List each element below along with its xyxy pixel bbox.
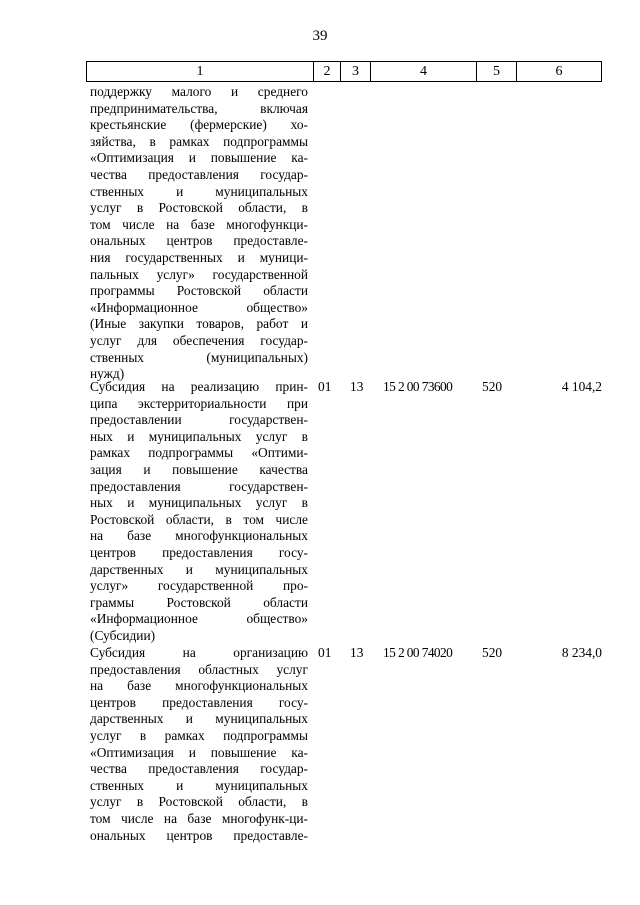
- desc-line: поддержку малого и среднего: [90, 84, 308, 99]
- desc-line: центров предоставления госу-: [90, 694, 308, 710]
- desc-line: нужд): [90, 366, 125, 382]
- desc-line: услуг в рамках подпрограммы: [90, 727, 308, 743]
- desc-line: ственных (муниципальных): [90, 349, 308, 365]
- desc-line: дарственных и муниципальных: [90, 561, 308, 577]
- cell-target-article: 15 2 00 73600: [383, 379, 453, 394]
- cell-target-article: 15 2 00 74020: [383, 645, 453, 660]
- desc-line: Ростовской области, в том числе: [90, 511, 308, 527]
- header-col-5: 5: [476, 62, 516, 81]
- desc-line: «Оптимизация и повышение ка-: [90, 744, 308, 760]
- desc-line: предоставления государствен-: [90, 478, 308, 494]
- desc-line: «Информационное общество»: [90, 611, 308, 627]
- cell-expense-type: 520: [482, 379, 503, 394]
- header-col-3: 3: [340, 62, 370, 81]
- header-col-2: 2: [313, 62, 340, 81]
- cell-section: 01: [318, 645, 332, 660]
- desc-line: на базе многофункциональных: [90, 528, 308, 544]
- desc-line: ных и муниципальных услуг в: [90, 428, 308, 444]
- desc-line: ственных и муниципальных: [90, 777, 308, 793]
- cell-amount: 4 104,2: [561, 379, 602, 394]
- row-description: [90, 645, 308, 844]
- desc-line: дарственных и муниципальных: [90, 711, 308, 727]
- desc-line: ональных центров предоставле-: [90, 233, 308, 249]
- desc-line: крестьянские (фермерские) хо-: [90, 117, 308, 133]
- desc-line: услуг для обеспечения государ-: [90, 332, 308, 348]
- desc-line: услуг в Ростовской области, в: [90, 200, 308, 216]
- desc-line: предоставления областных услуг: [90, 661, 308, 677]
- desc-line: «Оптимизация и повышение ка-: [90, 150, 308, 166]
- desc-line: предоставлении государствен-: [90, 412, 308, 428]
- desc-line: программы Ростовской области: [90, 283, 308, 299]
- desc-line: пальных услуг» государственной: [90, 266, 308, 282]
- desc-line: том числе на базе многофунк-ци-: [90, 810, 308, 826]
- desc-line: рамках подпрограммы «Оптими-: [90, 445, 308, 461]
- desc-line: (Иные закупки товаров, работ и: [90, 316, 308, 332]
- desc-line: чества предоставления государ-: [90, 166, 308, 182]
- cell-expense-type: 520: [482, 645, 503, 660]
- cell-amount: 8 234,0: [561, 645, 602, 660]
- desc-line: на базе многофункциональных: [90, 678, 308, 694]
- desc-line: ния государственных и муници-: [90, 249, 308, 265]
- desc-line: услуг» государственной про-: [90, 578, 308, 594]
- desc-line: центров предоставления госу-: [90, 544, 308, 560]
- desc-line: зация и повышение качества: [90, 461, 308, 477]
- desc-line: ональных центров предоставле-: [90, 827, 308, 843]
- header-col-6: 6: [516, 62, 601, 81]
- cell-subsection: 13: [350, 645, 364, 660]
- row-description: [90, 379, 308, 645]
- cell-section: 01: [318, 379, 332, 394]
- desc-line: чества предоставления государ-: [90, 761, 308, 777]
- desc-line: ственных и муниципальных: [90, 183, 308, 199]
- desc-line: ципа экстерриториальности при: [90, 395, 308, 411]
- table-header: [86, 61, 602, 82]
- desc-line: Субсидия на организацию: [90, 645, 308, 660]
- header-col-1: 1: [196, 64, 204, 79]
- desc-line: предпринимательства, включая: [90, 100, 308, 116]
- desc-line: зяйства, в рамках подпрограммы: [90, 133, 308, 149]
- desc-line: том числе на базе многофункци-: [90, 216, 308, 232]
- row-description: [90, 84, 308, 383]
- desc-line: ных и муниципальных услуг в: [90, 495, 308, 511]
- cell-subsection: 13: [350, 379, 364, 394]
- desc-line: «Информационное общество»: [90, 299, 308, 315]
- page-number: 39: [312, 28, 328, 44]
- header-col-4: 4: [370, 62, 476, 81]
- desc-line: граммы Ростовской области: [90, 594, 308, 610]
- desc-line: (Субсидии): [90, 627, 156, 643]
- desc-line: Субсидия на реализацию прин-: [90, 379, 308, 394]
- desc-line: услуг в Ростовской области, в: [90, 794, 308, 810]
